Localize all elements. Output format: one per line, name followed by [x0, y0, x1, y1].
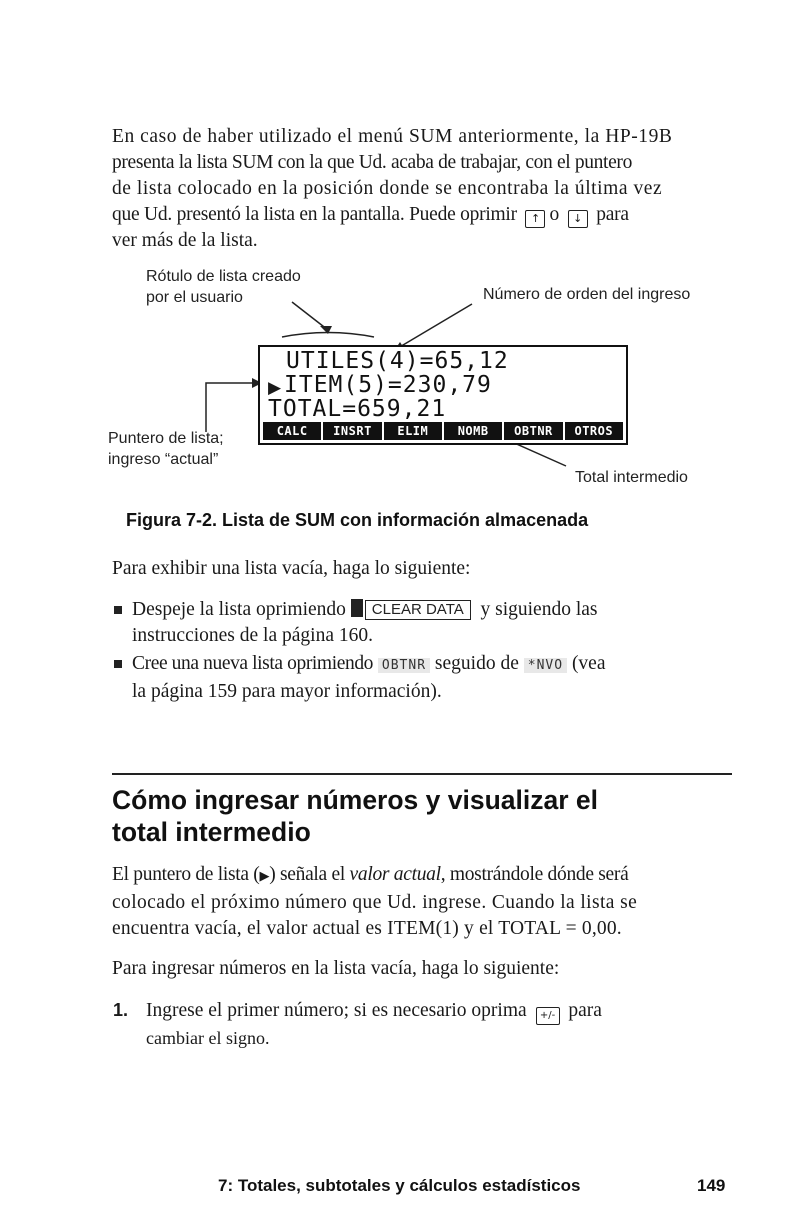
shift-key-icon: [351, 599, 363, 617]
step-number: 1.: [113, 1000, 129, 1020]
softkey-calc[interactable]: CALC: [263, 422, 321, 440]
section-rule: [112, 773, 732, 775]
list-pointer-icon: ▶: [259, 869, 270, 884]
section-paragraph: El puntero de lista (▶) señala el valor actual, mostrándole dónde será colocado el próximo número que Ud. ingrese. Cuando la lista se encuentra vacía, el valor actual es ITEM(1) y el TOTAL = 0,00.: [112, 864, 638, 939]
change-sign-key: +/-: [536, 1007, 560, 1025]
down-arrow-key-icon: ↓: [568, 210, 588, 228]
lcd-line-list-name: UTILES(4)=65,12: [286, 348, 509, 374]
list-pointer-icon: ▶: [268, 378, 282, 398]
softkey-menu: [263, 422, 623, 440]
lcd-line-total: TOTAL=659,21: [268, 396, 447, 422]
bullet-icon: [114, 606, 122, 614]
label-pointer: Puntero de lista; ingreso “actual”: [108, 430, 224, 468]
intro-line4-end: para: [596, 204, 629, 225]
clear-data-key: CLEAR DATA: [365, 600, 471, 620]
chapter-footer: 7: Totales, subtotales y cálculos estadísticos: [218, 1176, 581, 1195]
up-arrow-key-icon: ↑: [525, 210, 545, 228]
figure-caption: Figura 7-2. Lista de SUM con información almacenada: [126, 510, 589, 530]
lcd-line-current-item: ITEM(5)=230,79: [284, 372, 492, 398]
softkey-otros[interactable]: OTROS: [565, 422, 623, 440]
bullet-icon: [114, 660, 122, 668]
page-number: 149: [697, 1176, 726, 1195]
bullet-clear-list: Despeje la lista oprimiendo CLEAR DATA y siguiendo las instrucciones de la página 160.: [132, 599, 598, 646]
bullet-new-list: Cree una nueva lista oprimiendo OBTNR seguido de *NVO (vea la página 159 para mayor información).: [132, 653, 606, 702]
empty-list-intro: Para exhibir una lista vacía, haga lo siguiente:: [112, 558, 471, 579]
softkey-elim[interactable]: ELIM: [384, 422, 442, 440]
intro-line4-start: que Ud. presentó la lista en la pantalla. Puede oprimir: [112, 204, 517, 225]
label-subtotal: Total intermedio: [575, 469, 688, 486]
intro-line: de lista colocado en la posición donde se encontraba la última vez: [112, 178, 663, 199]
intro-line: ver más de la lista.: [112, 230, 258, 251]
label-list-name: Rótulo de lista creado por el usuario: [146, 268, 301, 306]
intro-line4-or: o: [549, 204, 559, 225]
obtnr-menu-key: OBTNR: [378, 658, 430, 673]
label-entry-number: Número de orden del ingreso: [483, 286, 691, 303]
softkey-nomb[interactable]: NOMB: [444, 422, 502, 440]
softkey-insrt[interactable]: INSRT: [323, 422, 381, 440]
section-paragraph-2: Para ingresar números en la lista vacía, haga lo siguiente:: [112, 958, 560, 979]
intro-line: En caso de haber utilizado el menú SUM anteriormente, la HP-19B: [112, 126, 673, 147]
softkey-obtnr[interactable]: OBTNR: [504, 422, 562, 440]
nuevo-menu-key: *NVO: [524, 658, 567, 673]
calculator-lcd-display: [258, 345, 628, 445]
section-heading: Cómo ingresar números y visualizar el total intermedio: [112, 785, 599, 847]
step-1: Ingrese el primer número; si es necesario oprima +/- para cambiar el signo.: [146, 1000, 602, 1048]
intro-line: presenta la lista SUM con la que Ud. acaba de trabajar, con el puntero: [112, 152, 632, 173]
